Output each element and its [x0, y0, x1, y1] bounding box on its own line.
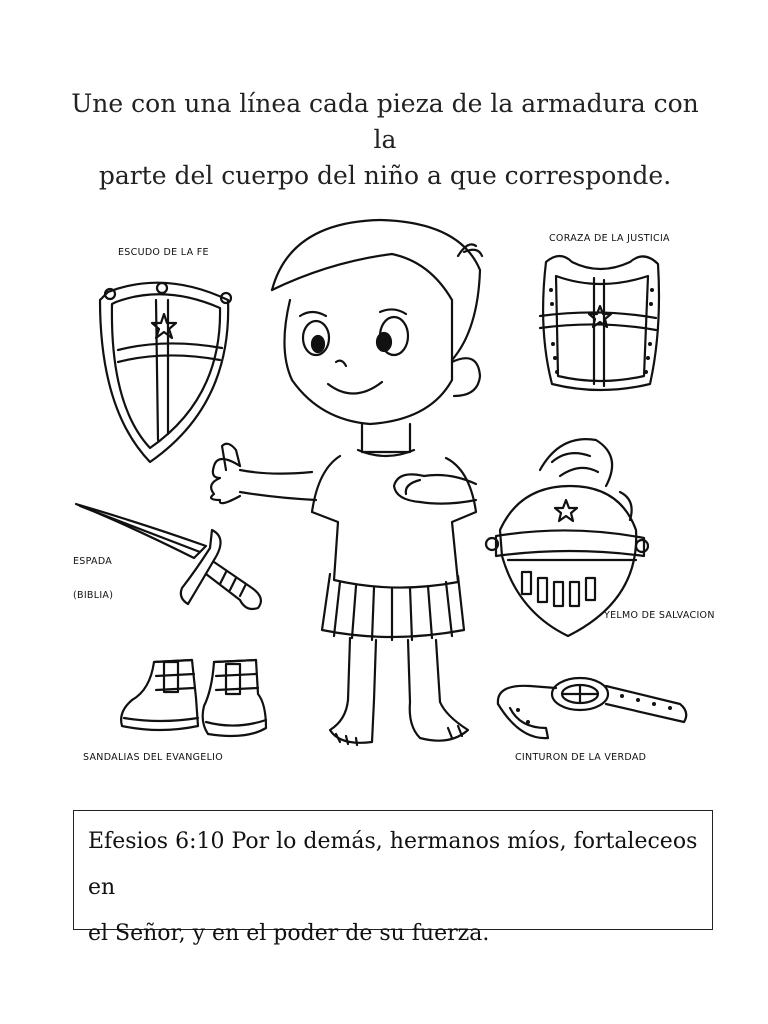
label-helmet: YELMO DE SALVACION: [604, 610, 715, 621]
label-shield: ESCUDO DE LA FE: [118, 247, 209, 258]
label-belt: CINTURON DE LA VERDAD: [515, 752, 647, 763]
belt-illustration: [498, 678, 686, 738]
verse-line-1: Efesios 6:10 Por lo demás, hermanos míos, fortaleceos en: [88, 829, 698, 900]
label-breastplate: CORAZA DE LA JUSTICIA: [549, 233, 670, 244]
label-sandals: SANDALIAS DEL EVANGELIO: [83, 752, 224, 763]
shield-illustration: [100, 283, 231, 462]
breastplate-illustration: [540, 256, 659, 390]
verse-line-2: el Señor, y en el poder de su fuerza.: [88, 921, 490, 946]
label-sword: ESPADA: [73, 556, 113, 567]
sandals-illustration: [121, 660, 266, 736]
verse-box: [73, 810, 713, 946]
instructions-line-1: Une con una línea cada pieza de la armadura con la: [71, 89, 699, 154]
instructions-line-2: parte del cuerpo del niño a que corresponde.: [98, 161, 672, 190]
helmet-illustration: [486, 439, 648, 636]
verse-text: [88, 819, 700, 957]
label-sword-note: (BIBLIA): [73, 590, 114, 601]
boy-illustration: [211, 220, 482, 745]
